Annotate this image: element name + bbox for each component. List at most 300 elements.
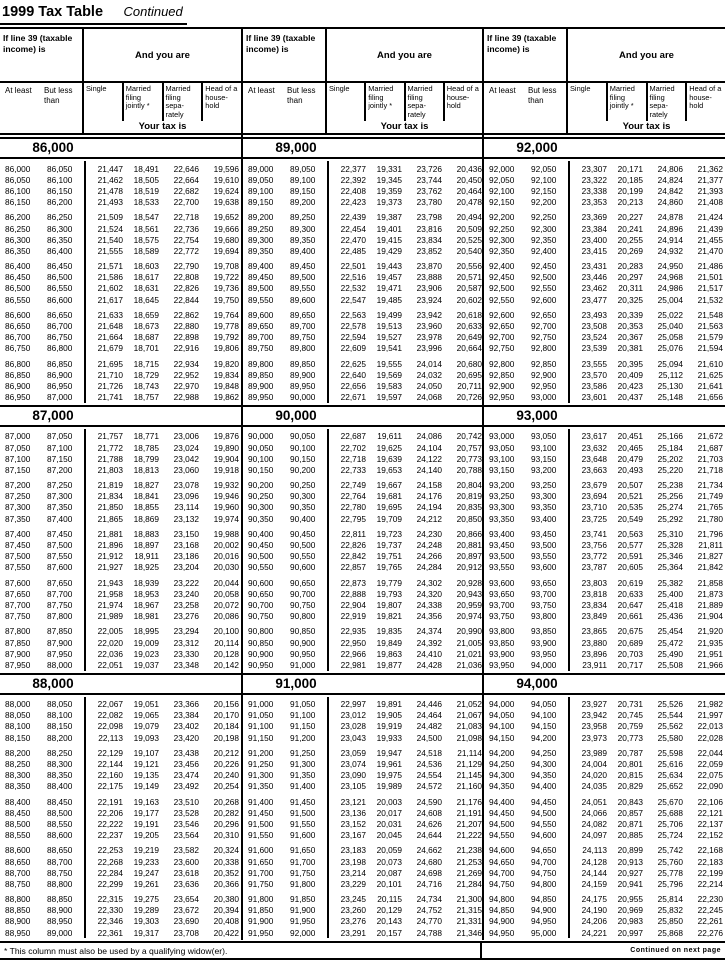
tax-married-joint: 20,367	[617, 332, 643, 343]
income-at-least: 94,550	[489, 830, 515, 841]
table-row	[0, 442, 241, 453]
tax-table-panel	[241, 27, 482, 940]
tax-head-household: 21,873	[697, 588, 723, 599]
income-at-least: 90,400	[248, 528, 274, 539]
section-header	[484, 673, 725, 695]
income-less-than: 88,500	[47, 807, 73, 818]
income-at-least: 93,600	[489, 577, 515, 588]
row-group	[243, 431, 482, 476]
tax-single: 23,214	[340, 867, 366, 878]
tax-married-joint: 20,787	[617, 747, 643, 758]
tax-single: 21,958	[97, 588, 123, 599]
tax-head-household: 20,773	[456, 453, 482, 464]
tax-married-separate: 24,986	[657, 283, 683, 294]
income-at-least: 90,300	[248, 502, 274, 513]
income-at-least: 91,150	[248, 732, 274, 743]
table-row	[484, 758, 725, 769]
section-body	[243, 161, 482, 403]
tax-married-separate: 22,718	[173, 212, 199, 223]
table-row	[484, 197, 725, 208]
tax-married-joint: 19,709	[376, 513, 402, 524]
at-least-label: At least	[5, 86, 32, 95]
page-footer	[0, 941, 725, 960]
table-row	[0, 464, 241, 475]
tax-single: 22,795	[340, 513, 366, 524]
income-less-than: 94,500	[531, 807, 557, 818]
tax-head-household: 21,098	[456, 732, 482, 743]
tax-head-household: 21,780	[697, 513, 723, 524]
tax-head-household: 19,708	[213, 261, 239, 272]
table-row	[0, 878, 241, 889]
table-row	[243, 185, 482, 196]
tax-married-joint: 19,681	[376, 491, 402, 502]
income-at-least: 90,000	[248, 431, 274, 442]
tax-head-household: 21,191	[456, 807, 482, 818]
income-less-than: 87,100	[47, 442, 73, 453]
tax-single: 23,152	[340, 818, 366, 829]
tax-head-household: 19,848	[213, 380, 239, 391]
tax-married-joint: 19,121	[133, 759, 159, 770]
table-row	[484, 867, 725, 878]
income-at-least: 92,400	[489, 261, 515, 272]
tax-married-separate: 23,312	[173, 637, 199, 648]
table-row	[0, 261, 241, 272]
income-less-than: 93,050	[531, 431, 557, 442]
tax-single: 21,788	[97, 453, 123, 464]
tax-head-household: 20,866	[456, 528, 482, 539]
tax-married-separate: 25,778	[657, 867, 683, 878]
tax-single: 24,113	[582, 845, 607, 856]
table-row	[484, 905, 725, 916]
tax-head-household: 20,819	[456, 491, 482, 502]
tax-married-joint: 20,605	[617, 562, 643, 573]
tax-single: 24,128	[581, 856, 607, 867]
income-less-than: 93,550	[531, 551, 557, 562]
tax-table-panel	[0, 27, 241, 940]
tax-married-separate: 23,744	[416, 174, 442, 185]
section-body	[484, 697, 725, 939]
tax-head-household: 20,711	[457, 380, 482, 391]
income-less-than: 93,800	[531, 611, 557, 622]
panel-column-header	[0, 27, 241, 135]
tax-single: 21,540	[97, 234, 123, 245]
table-row	[243, 830, 482, 841]
tax-head-household: 20,016	[213, 551, 239, 562]
tax-single: 24,175	[581, 894, 607, 905]
row-group	[0, 845, 241, 890]
tax-single: 23,973	[581, 732, 607, 743]
income-less-than: 90,000	[290, 392, 316, 403]
tax-single: 22,764	[340, 491, 366, 502]
income-section	[243, 405, 482, 671]
tax-head-household: 20,649	[456, 332, 482, 343]
row-group	[0, 699, 241, 744]
income-less-than: 86,850	[47, 358, 73, 369]
tax-head-household: 21,331	[456, 916, 482, 927]
tax-head-household: 20,742	[456, 431, 482, 442]
tax-single: 23,601	[581, 392, 607, 403]
tax-married-joint: 19,667	[376, 480, 402, 491]
tax-married-separate: 25,652	[657, 781, 683, 792]
income-at-least: 89,350	[248, 245, 274, 256]
tax-single: 24,097	[581, 830, 607, 841]
table-row	[484, 539, 725, 550]
tax-married-joint: 20,549	[617, 513, 643, 524]
tax-head-household: 21,129	[456, 759, 482, 770]
income-less-than: 94,600	[531, 830, 557, 841]
income-at-least: 88,000	[5, 699, 31, 710]
income-less-than: 88,750	[47, 867, 73, 878]
income-at-least: 86,450	[5, 272, 31, 283]
table-row	[484, 796, 725, 807]
income-at-least: 88,600	[5, 845, 31, 856]
income-at-least: 89,700	[248, 332, 274, 343]
table-row	[0, 332, 241, 343]
section-header-text: 89,000	[275, 140, 317, 155]
page-title-text: 1999 Tax Table	[2, 4, 104, 20]
tax-married-joint: 20,129	[376, 905, 402, 916]
row-group	[243, 212, 482, 257]
tax-married-separate: 25,418	[657, 599, 683, 610]
income-less-than: 91,750	[290, 867, 316, 878]
tax-married-joint: 19,205	[133, 830, 159, 841]
tax-single: 22,656	[340, 380, 366, 391]
table-row	[484, 163, 725, 174]
row-group	[0, 163, 241, 208]
tax-married-joint: 20,983	[617, 916, 643, 927]
tax-head-household: 20,757	[456, 442, 482, 453]
tax-single: 24,004	[581, 759, 607, 770]
income-less-than: 87,950	[47, 648, 73, 659]
income-section	[484, 405, 725, 671]
table-row	[0, 431, 241, 442]
income-less-than: 89,400	[290, 245, 316, 256]
tax-married-separate: 24,410	[416, 648, 442, 659]
tax-married-joint: 20,675	[617, 626, 643, 637]
income-less-than: 88,400	[47, 781, 73, 792]
tax-single: 21,710	[97, 369, 123, 380]
tax-head-household: 20,959	[456, 599, 482, 610]
tax-head-household: 20,282	[213, 807, 239, 818]
income-less-than: 93,900	[531, 637, 557, 648]
tax-head-household: 21,548	[697, 309, 723, 320]
income-at-least: 89,950	[248, 392, 274, 403]
income-at-least: 92,650	[489, 321, 515, 332]
tax-married-separate: 24,338	[416, 599, 442, 610]
row-group	[484, 261, 725, 306]
tax-single: 22,454	[340, 223, 366, 234]
tax-married-joint: 18,995	[133, 626, 159, 637]
income-less-than: 87,150	[47, 453, 73, 464]
table-row	[0, 528, 241, 539]
income-at-least: 87,350	[5, 513, 31, 524]
income-at-least: 91,850	[248, 905, 274, 916]
tax-head-household: 21,346	[456, 927, 482, 938]
income-less-than: 89,000	[47, 927, 73, 938]
row-group	[484, 796, 725, 841]
table-row	[243, 174, 482, 185]
section-body	[0, 161, 241, 403]
tax-married-separate: 24,536	[416, 759, 442, 770]
income-at-least: 90,700	[248, 599, 274, 610]
table-row	[243, 747, 482, 758]
tax-married-joint: 19,331	[376, 163, 402, 174]
tax-married-separate: 25,580	[657, 732, 683, 743]
income-at-least: 91,350	[248, 781, 274, 792]
tax-single: 24,190	[581, 905, 607, 916]
income-at-least: 91,200	[248, 747, 274, 758]
tax-married-joint: 18,785	[133, 442, 159, 453]
tax-married-joint: 19,919	[376, 721, 402, 732]
table-row	[0, 599, 241, 610]
tax-married-joint: 20,143	[376, 916, 402, 927]
row-group	[243, 163, 482, 208]
status-married-separate-label: Married filing sepa- rately	[406, 83, 445, 121]
income-at-least: 89,800	[248, 358, 274, 369]
tax-married-joint: 19,037	[133, 659, 159, 670]
income-at-least: 88,450	[5, 807, 31, 818]
tax-single: 23,927	[581, 699, 607, 710]
tax-head-household: 20,422	[213, 927, 239, 938]
table-row	[0, 453, 241, 464]
income-less-than: 87,600	[47, 562, 73, 573]
tax-married-joint: 19,583	[376, 380, 402, 391]
tax-married-separate: 25,040	[657, 321, 683, 332]
tax-married-separate: 24,968	[657, 272, 683, 283]
tax-married-separate: 25,328	[657, 540, 683, 551]
table-row	[0, 309, 241, 320]
income-less-than: 89,650	[290, 309, 316, 320]
row-group	[243, 309, 482, 354]
income-at-least: 92,000	[489, 163, 515, 174]
section-header	[0, 673, 241, 695]
row-group	[243, 528, 482, 573]
income-at-least: 94,250	[489, 759, 515, 770]
tax-married-separate: 23,510	[173, 796, 199, 807]
income-at-least: 89,550	[248, 294, 274, 305]
tax-married-joint: 19,765	[376, 562, 402, 573]
status-single-label: Single	[327, 83, 366, 121]
tax-married-separate: 24,554	[416, 770, 442, 781]
tax-head-household: 21,904	[697, 611, 723, 622]
table-row	[484, 710, 725, 721]
tax-single: 22,175	[97, 781, 123, 792]
income-at-least: 93,450	[489, 540, 515, 551]
tax-married-joint: 19,023	[133, 648, 159, 659]
income-less-than: 92,900	[531, 369, 557, 380]
table-row	[243, 588, 482, 599]
row-group	[0, 309, 241, 354]
tax-single: 23,012	[340, 710, 366, 721]
tax-head-household: 20,002	[213, 540, 239, 551]
status-subheaders	[327, 83, 482, 133]
income-at-least: 93,200	[489, 480, 515, 491]
tax-married-separate: 23,006	[173, 431, 199, 442]
table-row	[484, 245, 725, 256]
tax-head-household: 19,820	[213, 358, 239, 369]
section-body	[0, 429, 241, 671]
tax-head-household: 21,765	[697, 502, 723, 513]
tax-married-joint: 19,947	[376, 747, 402, 758]
table-row	[484, 845, 725, 856]
tax-married-joint: 18,519	[133, 185, 159, 196]
income-less-than: 91,200	[290, 732, 316, 743]
tax-head-household: 22,059	[697, 759, 723, 770]
tax-married-joint: 19,611	[377, 431, 402, 442]
panel-header-top-row	[0, 29, 241, 83]
tax-single: 22,222	[97, 818, 123, 829]
panels	[0, 27, 725, 940]
tax-married-separate: 25,706	[657, 818, 683, 829]
table-row	[0, 611, 241, 622]
income-less-than: 91,050	[290, 699, 316, 710]
tax-married-separate: 23,204	[173, 562, 199, 573]
income-at-least: 92,300	[489, 234, 515, 245]
tax-married-separate: 24,194	[416, 502, 442, 513]
income-at-least: 88,300	[5, 770, 31, 781]
income-less-than: 94,750	[531, 867, 557, 878]
income-at-least: 91,300	[248, 770, 274, 781]
tax-head-household: 21,253	[456, 856, 482, 867]
tax-married-separate: 23,528	[173, 807, 199, 818]
income-at-least: 94,350	[489, 781, 515, 792]
income-less-than: 93,350	[531, 502, 557, 513]
income-at-least: 88,800	[5, 894, 31, 905]
tax-married-separate: 23,870	[416, 261, 442, 272]
income-at-least: 89,300	[248, 234, 274, 245]
tax-head-household: 21,486	[697, 261, 723, 272]
tax-head-household: 21,517	[697, 283, 723, 294]
tax-married-joint: 18,603	[133, 261, 159, 272]
tax-married-joint: 19,555	[376, 358, 402, 369]
tax-married-joint: 20,899	[617, 845, 643, 856]
income-at-least: 89,900	[248, 380, 274, 391]
tax-married-joint: 19,989	[376, 781, 402, 792]
tax-married-joint: 20,101	[376, 878, 402, 889]
tax-married-joint: 18,813	[133, 464, 159, 475]
income-at-least: 89,150	[248, 197, 274, 208]
income-at-least: 89,500	[248, 283, 274, 294]
income-at-least: 92,950	[489, 392, 515, 403]
tax-married-separate: 25,868	[657, 927, 683, 938]
income-at-least: 86,850	[5, 369, 31, 380]
income-at-least: 90,450	[248, 540, 274, 551]
table-row	[243, 894, 482, 905]
tax-married-joint: 20,339	[617, 309, 643, 320]
income-at-least: 93,300	[489, 502, 515, 513]
tax-married-joint: 20,773	[617, 732, 643, 743]
tax-single: 22,036	[97, 648, 123, 659]
tax-married-separate: 23,420	[173, 732, 199, 743]
tax-single: 21,648	[97, 321, 123, 332]
income-at-least: 92,100	[489, 185, 515, 196]
tax-single: 23,074	[340, 759, 366, 770]
row-group	[243, 747, 482, 792]
tax-single: 21,757	[97, 431, 123, 442]
table-row	[0, 856, 241, 867]
tax-married-separate: 24,770	[416, 916, 442, 927]
tax-single: 23,322	[581, 174, 607, 185]
income-less-than: 92,400	[531, 245, 557, 256]
income-less-than: 91,900	[290, 905, 316, 916]
tax-married-joint: 18,575	[133, 234, 159, 245]
table-row	[243, 648, 482, 659]
and-you-are-label: And you are	[377, 49, 432, 61]
tax-married-joint: 20,507	[617, 480, 643, 491]
income-less-than: 92,000	[290, 927, 316, 938]
tax-married-joint: 20,689	[617, 637, 643, 648]
tax-single: 22,330	[97, 905, 123, 916]
tax-single: 22,005	[97, 626, 123, 637]
tax-married-joint: 19,905	[376, 710, 402, 721]
tax-married-joint: 19,219	[133, 845, 159, 856]
income-at-least: 89,250	[248, 223, 274, 234]
page-title-continued: Continued	[123, 4, 183, 19]
income-at-least: 90,350	[248, 513, 274, 524]
income-less-than: 86,700	[47, 321, 73, 332]
status-head-household-label: Head of a house- hold	[446, 84, 479, 111]
table-row	[243, 283, 482, 294]
income-less-than: 86,900	[47, 369, 73, 380]
income-less-than: 94,350	[531, 770, 557, 781]
tax-married-separate: 25,634	[657, 770, 683, 781]
tax-single: 23,911	[582, 659, 607, 670]
income-at-least: 90,250	[248, 491, 274, 502]
tax-married-joint: 18,589	[133, 245, 159, 256]
tax-married-joint: 20,885	[617, 830, 643, 841]
tax-married-joint: 20,717	[617, 659, 643, 670]
row-group	[484, 309, 725, 354]
income-at-least: 92,350	[489, 245, 515, 256]
income-at-least: 93,800	[489, 626, 515, 637]
tax-single: 23,167	[340, 830, 366, 841]
tax-single: 23,725	[581, 513, 607, 524]
tax-head-household: 22,276	[697, 927, 723, 938]
tax-married-joint: 19,471	[376, 283, 402, 294]
tax-married-separate: 24,086	[416, 431, 442, 442]
row-group	[484, 212, 725, 257]
tax-married-joint: 20,829	[617, 781, 643, 792]
income-at-least: 93,000	[489, 431, 515, 442]
income-at-least: 94,400	[489, 796, 515, 807]
income-less-than: 87,700	[47, 588, 73, 599]
table-row	[484, 294, 725, 305]
income-at-least: 88,950	[5, 927, 31, 938]
income-label: If line 39 (taxable income) is	[484, 29, 568, 81]
your-tax-is-label: Your tax is	[622, 121, 671, 132]
tax-single: 21,695	[97, 358, 123, 369]
income-less-than: 91,300	[290, 759, 316, 770]
income-less-than: 90,200	[290, 464, 316, 475]
tax-married-separate: 24,158	[416, 480, 442, 491]
table-row	[484, 894, 725, 905]
tax-married-separate: 25,202	[657, 453, 683, 464]
tax-married-separate: 24,878	[657, 212, 683, 223]
tax-married-joint: 19,093	[133, 732, 159, 743]
tax-married-joint: 20,255	[617, 234, 643, 245]
income-at-least: 89,450	[248, 272, 274, 283]
income-less-than: 89,050	[290, 163, 316, 174]
tax-head-household: 22,044	[697, 747, 723, 758]
income-less-than: 94,250	[531, 747, 557, 758]
table-row	[484, 261, 725, 272]
income-less-than: 86,600	[47, 294, 73, 305]
table-row	[484, 626, 725, 637]
table-row	[484, 588, 725, 599]
tax-married-separate: 24,248	[416, 540, 442, 551]
income-less-than: 94,200	[531, 732, 557, 743]
tax-head-household: 20,494	[456, 212, 482, 223]
